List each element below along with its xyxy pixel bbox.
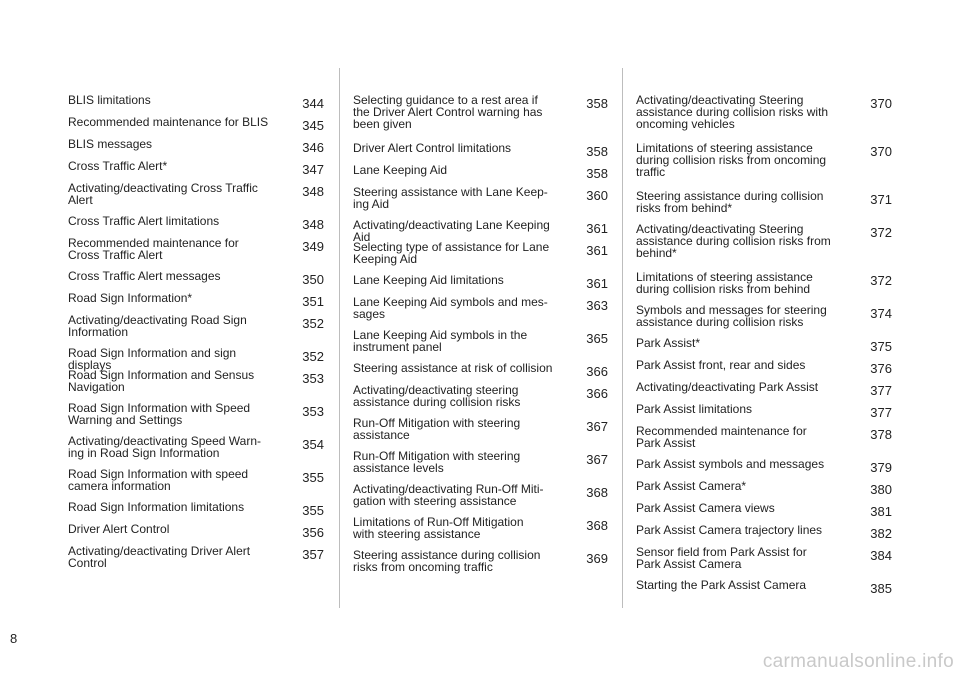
toc-entry[interactable] [353, 362, 608, 378]
toc-entry-page: 345 [302, 118, 324, 133]
toc-entry-page: 372 [870, 273, 892, 288]
toc-entry-page: 365 [586, 331, 608, 346]
toc-entry[interactable] [636, 403, 892, 419]
toc-entry-page: 378 [870, 427, 892, 442]
toc-entry-title: Steering assistance with Lane Keep- ing Aid [353, 185, 548, 211]
toc-entry[interactable] [353, 274, 608, 290]
toc-entry[interactable] [353, 164, 608, 180]
toc-entry-page: 356 [302, 525, 324, 540]
toc-entry[interactable] [353, 296, 608, 320]
toc-entry[interactable] [68, 523, 324, 539]
toc-entry-page: 368 [586, 518, 608, 533]
toc-entry[interactable] [353, 417, 608, 441]
toc-entry-page: 375 [870, 339, 892, 354]
toc-entry[interactable] [636, 458, 892, 474]
toc-entry[interactable] [636, 502, 892, 518]
toc-entry[interactable] [636, 425, 892, 449]
toc-entry-title: Park Assist* [636, 336, 701, 350]
toc-entry-page: 355 [302, 503, 324, 518]
toc-entry[interactable] [636, 337, 892, 353]
toc-entry[interactable] [353, 516, 608, 540]
watermark: carmanualsonline.info [762, 651, 954, 672]
toc-entry-title: BLIS limitations [68, 93, 151, 107]
toc-entry[interactable] [68, 369, 324, 393]
toc-entry-title: Road Sign Information and sign displays [68, 346, 237, 372]
toc-entry-title: Activating/deactivating Run-Off Miti- gation with steering assistance [353, 482, 544, 508]
toc-entry-page: 379 [870, 460, 892, 475]
toc-entry[interactable] [68, 501, 324, 517]
toc-entry-title: Activating/deactivating Steering assistance during collision risks from behind* [636, 222, 831, 260]
toc-entry-title: Lane Keeping Aid [353, 163, 448, 177]
toc-entry-title: Lane Keeping Aid symbols in the instrument panel [353, 328, 528, 354]
toc-entry-page: 380 [870, 482, 892, 497]
toc-entry-page: 372 [870, 225, 892, 240]
toc-entry-page: 381 [870, 504, 892, 519]
toc-entry-title: Cross Traffic Alert* [68, 159, 168, 173]
toc-entry-title: Steering assistance during collision risks from oncoming traffic [353, 548, 541, 574]
toc-entry-title: Starting the Park Assist Camera [636, 578, 807, 592]
toc-entry-title: Activating/deactivating Road Sign Information [68, 313, 247, 339]
toc-entry-title: Driver Alert Control limitations [353, 141, 512, 155]
toc-entry[interactable] [68, 160, 324, 176]
toc-entry-title: Limitations of steering assistance during collision risks from oncoming traffic [636, 141, 827, 179]
toc-entry-page: 348 [302, 217, 324, 232]
toc-entry-page: 363 [586, 298, 608, 313]
toc-entry[interactable] [353, 483, 608, 507]
toc-entry-page: 348 [302, 184, 324, 199]
toc-entry-page: 357 [302, 547, 324, 562]
toc-entry[interactable] [68, 292, 324, 308]
toc-entry-title: Selecting guidance to a rest area if the Driver Alert Control warning has been given [353, 93, 543, 131]
toc-entry[interactable] [353, 142, 608, 158]
toc-entry-title: Lane Keeping Aid limitations [353, 273, 504, 287]
toc-entry[interactable] [636, 480, 892, 496]
toc-entry-title: Activating/deactivating Park Assist [636, 380, 819, 394]
toc-entry-title: Driver Alert Control [68, 522, 170, 536]
toc-entry-page: 382 [870, 526, 892, 541]
toc-entry-title: Park Assist symbols and messages [636, 457, 825, 471]
toc-entry-title: Recommended maintenance for Cross Traffic Alert [68, 236, 239, 262]
toc-entry-page: 353 [302, 404, 324, 419]
toc-entry-title: BLIS messages [68, 137, 153, 151]
toc-entry-page: 370 [870, 144, 892, 159]
toc-entry-page: 367 [586, 419, 608, 434]
toc-entry[interactable] [636, 524, 892, 540]
toc-entry-title: Sensor field from Park Assist for Park Assist Camera [636, 545, 807, 571]
toc-entry-title: Activating/deactivating Driver Alert Control [68, 544, 251, 570]
toc-entry-page: 370 [870, 96, 892, 111]
toc-entry-page: 360 [586, 188, 608, 203]
toc-entry-page: 371 [870, 192, 892, 207]
toc-entry-page: 361 [586, 243, 608, 258]
toc-entry-page: 346 [302, 140, 324, 155]
toc-entry[interactable] [68, 138, 324, 154]
toc-entry[interactable] [636, 94, 892, 130]
column-divider [622, 68, 623, 608]
toc-entry-title: Steering assistance at risk of collision [353, 361, 553, 375]
toc-entry-title: Limitations of Run-Off Mitigation with steering assistance [353, 515, 524, 541]
toc-entry[interactable] [636, 271, 892, 295]
toc-entry-title: Road Sign Information and Sensus Navigation [68, 368, 255, 394]
toc-entry-page: 358 [586, 166, 608, 181]
toc-entry-title: Symbols and messages for steering assistance during collision risks [636, 303, 827, 329]
toc-entry-page: 354 [302, 437, 324, 452]
toc-entry-title: Activating/deactivating Cross Traffic Alert [68, 181, 258, 207]
page-number: 8 [10, 631, 18, 646]
toc-entry[interactable] [636, 190, 892, 214]
toc-entry[interactable] [353, 94, 608, 130]
toc-entry-title: Activating/deactivating Steering assistance during collision risks with oncoming vehicles [636, 93, 829, 131]
toc-entry-page: 361 [586, 276, 608, 291]
toc-entry[interactable] [353, 549, 608, 573]
toc-entry-title: Park Assist front, rear and sides [636, 358, 806, 372]
toc-entry-title: Road Sign Information with Speed Warning and Settings [68, 401, 251, 427]
toc-entry-title: Selecting type of assistance for Lane Keeping Aid [353, 240, 550, 266]
toc-entry-page: 355 [302, 470, 324, 485]
toc-entry-page: 384 [870, 548, 892, 563]
toc-entry-title: Cross Traffic Alert limitations [68, 214, 220, 228]
toc-entry-page: 376 [870, 361, 892, 376]
toc-entry-title: Park Assist Camera trajectory lines [636, 523, 823, 537]
toc-entry-page: 374 [870, 306, 892, 321]
toc-entry-page: 344 [302, 96, 324, 111]
toc-entry-page: 352 [302, 349, 324, 364]
column-divider [339, 68, 340, 608]
toc-entry[interactable] [636, 546, 892, 570]
toc-entry[interactable] [353, 186, 608, 210]
toc-entry[interactable] [68, 402, 324, 426]
toc-entry-page: 353 [302, 371, 324, 386]
toc-entry-title: Steering assistance during collision risks from behind* [636, 189, 824, 215]
toc-entry-title: Recommended maintenance for BLIS [68, 115, 269, 129]
toc-entry[interactable] [636, 579, 892, 595]
toc-entry[interactable] [353, 329, 608, 353]
toc-entry[interactable] [636, 223, 892, 259]
toc-entry[interactable] [68, 435, 324, 459]
toc-entry-title: Run-Off Mitigation with steering assistance levels [353, 449, 521, 475]
toc-entry[interactable] [68, 468, 324, 492]
toc-entry-page: 366 [586, 364, 608, 379]
toc-entry[interactable] [636, 142, 892, 178]
toc-entry-page: 358 [586, 144, 608, 159]
toc-entry[interactable] [68, 94, 324, 110]
toc-entry-page: 369 [586, 551, 608, 566]
toc-entry-title: Cross Traffic Alert messages [68, 269, 221, 283]
toc-entry-page: 351 [302, 294, 324, 309]
toc-entry-page: 366 [586, 386, 608, 401]
toc-entry[interactable] [68, 545, 324, 569]
toc-entry[interactable] [636, 359, 892, 375]
toc-entry[interactable] [68, 215, 324, 231]
toc-entry-title: Park Assist Camera views [636, 501, 775, 515]
toc-entry-title: Recommended maintenance for Park Assist [636, 424, 807, 450]
toc-entry-page: 352 [302, 316, 324, 331]
toc-entry-title: Run-Off Mitigation with steering assistance [353, 416, 521, 442]
toc-entry-title: Park Assist Camera* [636, 479, 747, 493]
toc-entry-title: Limitations of steering assistance during collision risks from behind [636, 270, 813, 296]
toc-entry-page: 350 [302, 272, 324, 287]
toc-entry[interactable] [636, 381, 892, 397]
toc-entry[interactable] [353, 384, 608, 408]
toc-entry-title: Activating/deactivating Lane Keeping Aid [353, 218, 550, 244]
toc-entry[interactable] [353, 241, 608, 265]
toc-entry[interactable] [68, 314, 324, 338]
toc-entry-page: 347 [302, 162, 324, 177]
toc-entry-page: 349 [302, 239, 324, 254]
toc-entry-title: Road Sign Information* [68, 291, 193, 305]
toc-entry-page: 377 [870, 405, 892, 420]
toc-entry-page: 361 [586, 221, 608, 236]
toc-entry-page: 377 [870, 383, 892, 398]
toc-entry-title: Park Assist limitations [636, 402, 753, 416]
toc-entry[interactable] [636, 304, 892, 328]
toc-entry-title: Activating/deactivating steering assistance during collision risks [353, 383, 521, 409]
toc-entry-page: 368 [586, 485, 608, 500]
toc-entry-title: Road Sign Information limitations [68, 500, 245, 514]
toc-entry[interactable] [68, 237, 324, 261]
toc-entry-title: Road Sign Information with speed camera information [68, 467, 249, 493]
toc-entry[interactable] [68, 270, 324, 286]
toc-entry[interactable] [68, 116, 324, 132]
toc-entry-title: Lane Keeping Aid symbols and mes- sages [353, 295, 548, 321]
toc-entry-page: 385 [870, 581, 892, 596]
toc-entry-page: 358 [586, 96, 608, 111]
toc-entry-title: Activating/deactivating Speed Warn- ing in Road Sign Information [68, 434, 261, 460]
toc-entry[interactable] [68, 182, 324, 206]
toc-entry-page: 367 [586, 452, 608, 467]
toc-entry[interactable] [353, 450, 608, 474]
